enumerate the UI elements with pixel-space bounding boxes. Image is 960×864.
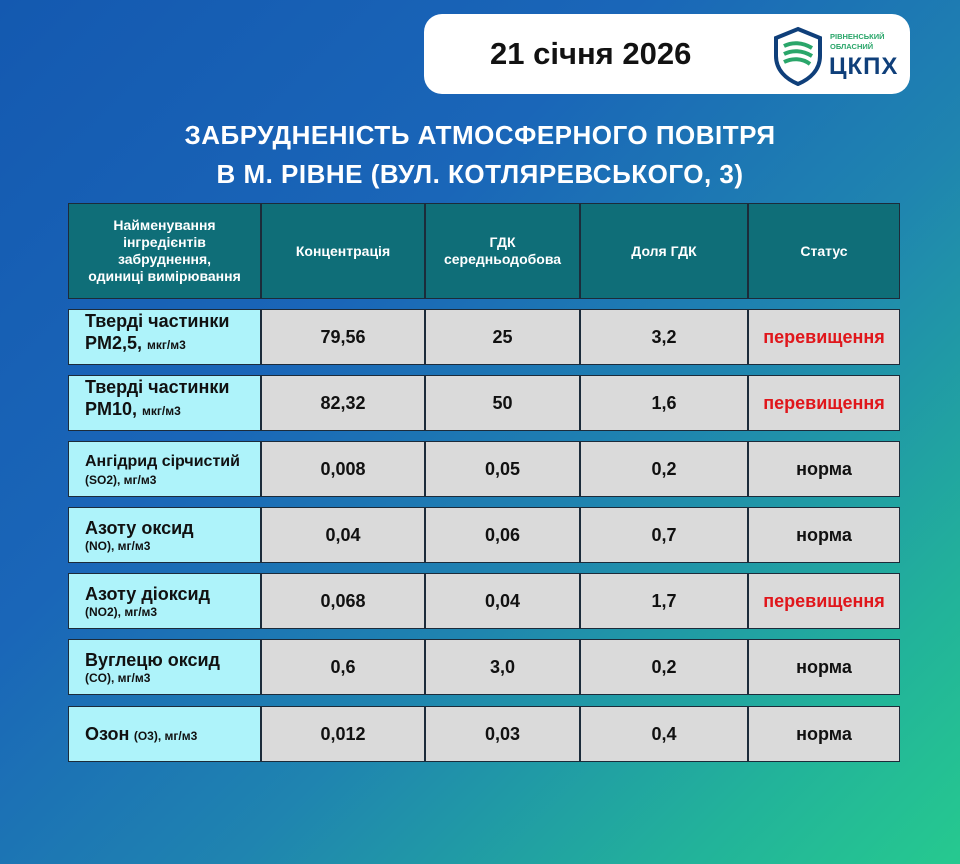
row-gdk: 0,05: [425, 441, 580, 497]
row-share: 0,2: [580, 639, 748, 695]
row-name-line1: Озон: [85, 724, 130, 744]
row-concentration: 0,008: [261, 441, 425, 497]
row-share: 0,7: [580, 507, 748, 563]
row-name-so2: [68, 441, 261, 497]
shield-logo-icon: [772, 26, 824, 86]
header-name-line: одиниці вимірювання: [88, 268, 241, 284]
row-unit: мкг/м3: [142, 404, 181, 418]
date-label: 21 січня 2026: [490, 36, 692, 71]
logo: [772, 26, 902, 86]
row-share: 3,2: [580, 309, 748, 365]
row-status: перевищення: [748, 309, 900, 365]
header-name-line: забруднення,: [117, 251, 212, 267]
row-unit: (SO2), мг/м3: [85, 473, 157, 487]
header-concentration: Концентрація: [261, 203, 425, 299]
row-unit: (NO2), мг/м3: [85, 605, 158, 619]
row-status: норма: [748, 706, 900, 762]
row-name-line1: Ангідрид сірчистий: [85, 453, 240, 470]
header-card: [424, 14, 910, 94]
row-concentration: 0,6: [261, 639, 425, 695]
row-unit: (O3), мг/м3: [133, 729, 198, 743]
row-name-line2: PM10, мкг/м3: [85, 399, 181, 419]
row-concentration: 82,32: [261, 375, 425, 431]
row-name-pm10: [68, 375, 261, 431]
row-gdk: 0,06: [425, 507, 580, 563]
row-name-combined: [85, 723, 197, 745]
header-name-line: інгредієнтів: [123, 234, 206, 250]
row-name-o3: [68, 706, 261, 762]
header-name-line: Найменування: [113, 217, 216, 233]
header-gdk-line: середньодобова: [443, 251, 562, 267]
row-status: норма: [748, 441, 900, 497]
row-concentration: 0,04: [261, 507, 425, 563]
row-name-co: [68, 639, 261, 695]
row-gdk: 0,04: [425, 573, 580, 629]
row-name-no2: [68, 573, 261, 629]
title-line2: В М. РІВНЕ (ВУЛ. КОТЛЯРЕВСЬКОГО, 3): [216, 159, 744, 189]
row-status: перевищення: [748, 573, 900, 629]
row-status: перевищення: [748, 375, 900, 431]
row-unit: (CO), мг/м3: [85, 671, 151, 685]
header-name: [68, 203, 261, 299]
row-name-line1: Вуглецю оксид: [85, 650, 220, 670]
row-concentration: 0,012: [261, 706, 425, 762]
header-gdk: [425, 203, 580, 299]
header-status: Статус: [748, 203, 900, 299]
row-gdk: 0,03: [425, 706, 580, 762]
row-name-line2: PM2,5, мкг/м3: [85, 333, 186, 353]
row-name-no: [68, 507, 261, 563]
row-name-pm25: [68, 309, 261, 365]
row-share: 1,7: [580, 573, 748, 629]
logo-text-main: ЦКПХ: [829, 53, 899, 80]
row-concentration: 79,56: [261, 309, 425, 365]
row-gdk: 3,0: [425, 639, 580, 695]
row-status: норма: [748, 639, 900, 695]
row-unit: (NO), мг/м3: [85, 539, 151, 553]
row-name-line1: Тверді частинки: [85, 377, 230, 397]
row-unit: мкг/м3: [147, 338, 186, 352]
title-line1: ЗАБРУДНЕНІСТЬ АТМОСФЕРНОГО ПОВІТРЯ: [184, 120, 776, 150]
row-status: норма: [748, 507, 900, 563]
row-share: 1,6: [580, 375, 748, 431]
header-gdk-line: ГДК: [489, 234, 516, 250]
row-name-line1: Азоту оксид: [85, 518, 194, 538]
row-name-line1: Тверді частинки: [85, 311, 230, 331]
logo-text-line2: ОБЛАСНИЙ: [830, 42, 874, 51]
logo-text-line1: РІВНЕНСЬКИЙ: [830, 32, 885, 41]
row-share: 0,2: [580, 441, 748, 497]
row-name-line1: Азоту діоксид: [85, 584, 211, 604]
row-share: 0,4: [580, 706, 748, 762]
row-concentration: 0,068: [261, 573, 425, 629]
header-share: Доля ГДК: [580, 203, 748, 299]
row-gdk: 25: [425, 309, 580, 365]
row-gdk: 50: [425, 375, 580, 431]
